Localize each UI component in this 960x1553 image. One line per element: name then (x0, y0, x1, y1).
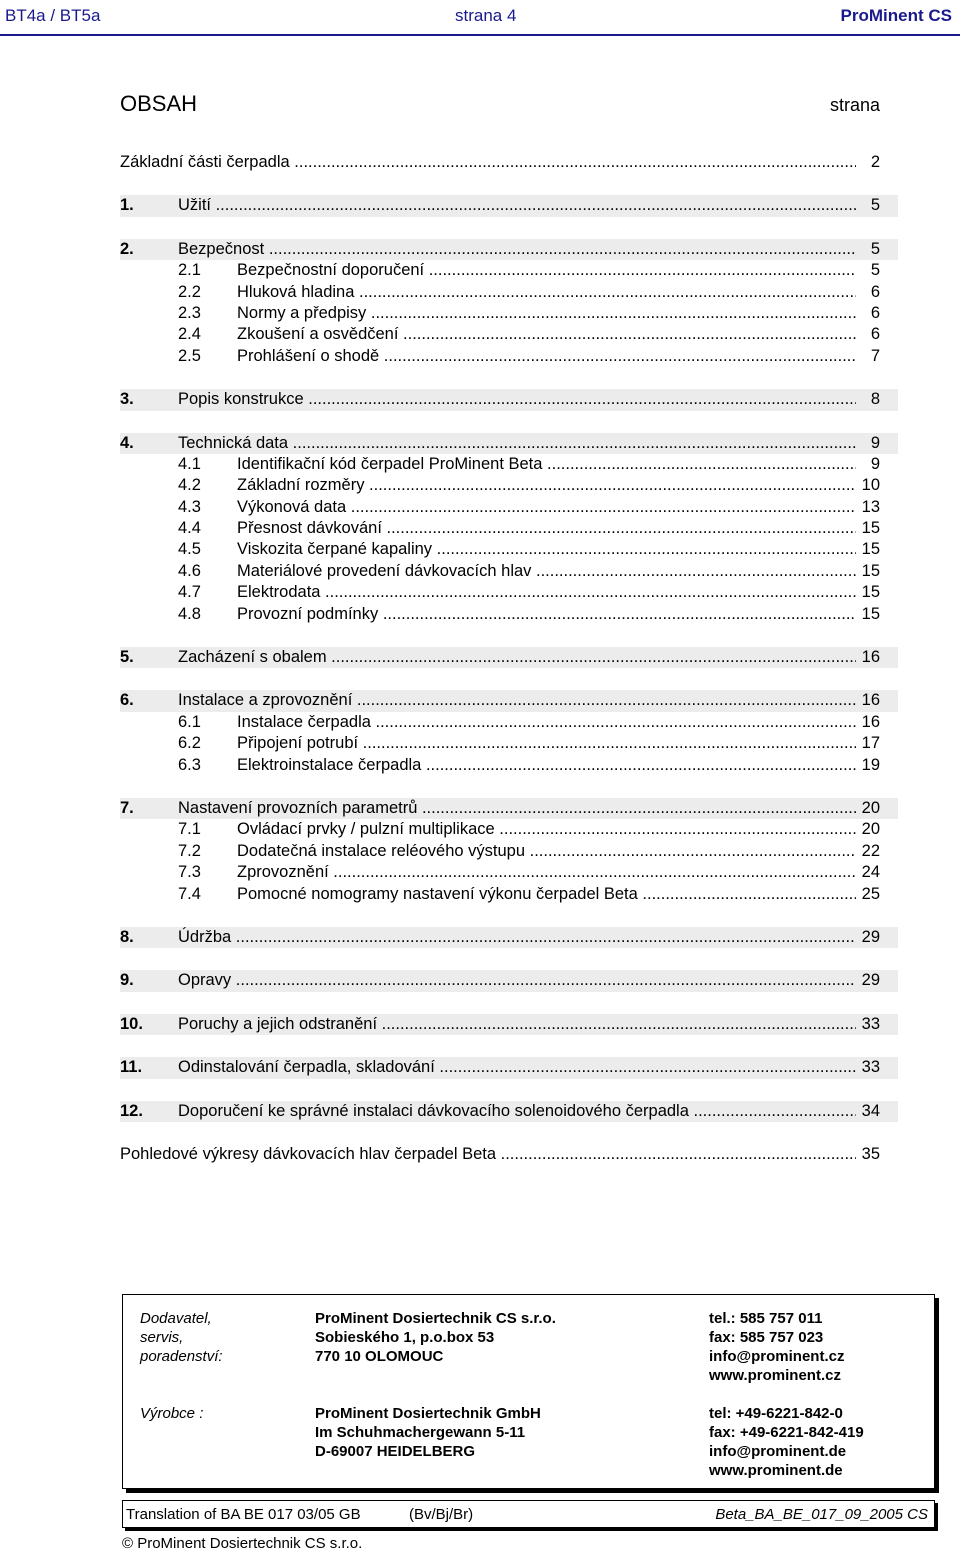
toc-entry[interactable] (120, 884, 898, 905)
manufacturer-website[interactable]: www.prominent.de (709, 1462, 843, 1479)
toc-page-column-label: strana (829, 95, 880, 115)
supplier-label-3: poradenství: (140, 1348, 223, 1365)
toc-entry[interactable] (120, 798, 898, 819)
toc-entry-page: 5 (870, 196, 880, 215)
toc-heading (120, 91, 880, 121)
toc-entry-page: 19 (861, 755, 880, 774)
toc-entry-title: Prohlášení o shodě ..... (237, 346, 856, 367)
header-company: ProMinent CS (840, 6, 952, 25)
toc-entry-number: 3. (120, 390, 134, 409)
toc-title: OBSAH (120, 91, 198, 116)
toc-entry-page: 15 (861, 519, 880, 538)
toc-entry-title: Zacházení s obalem ..... (178, 647, 856, 668)
supplier-website[interactable]: www.prominent.cz (709, 1367, 841, 1384)
toc-entry[interactable] (120, 561, 898, 582)
toc-entry-page: 7 (870, 346, 880, 365)
toc-entry[interactable] (120, 841, 898, 862)
toc-entry[interactable] (120, 433, 898, 454)
supplier-street: Sobieského 1, p.o.box 53 (315, 1329, 495, 1346)
toc-entry-number: 2.3 (178, 303, 201, 322)
toc-entry[interactable] (120, 1057, 898, 1078)
toc-entry[interactable] (120, 927, 898, 948)
toc-entry-title: Viskozita čerpané kapaliny ..... (237, 539, 856, 560)
toc-entry-title: Pomocné nomogramy nastavení výkonu čerpadel Beta ..... (237, 884, 856, 905)
toc-entry-page: 9 (870, 454, 880, 473)
toc-entry-title: Základní rozměry ..... (237, 475, 856, 496)
toc-entry-number: 4. (120, 433, 134, 452)
toc-entry[interactable] (120, 1144, 898, 1165)
supplier-email[interactable]: info@prominent.cz (709, 1348, 845, 1365)
toc-entry-page: 15 (861, 540, 880, 559)
toc-entry-number: 1. (120, 196, 134, 215)
toc-entry[interactable] (120, 260, 898, 281)
toc-entry-number: 7.3 (178, 863, 201, 882)
toc-entry[interactable] (120, 712, 898, 733)
page-footer (122, 1500, 935, 1528)
toc-entry-title: Elektroinstalace čerpadla ..... (237, 755, 856, 776)
toc-entry-number: 4.6 (178, 561, 201, 580)
manufacturer-city: D-69007 HEIDELBERG (315, 1443, 476, 1460)
toc-entry-title: Bezpečnostní doporučení ..... (237, 260, 856, 281)
toc-entry[interactable] (120, 862, 898, 883)
toc-entry-number: 9. (120, 971, 134, 990)
footer-document-id: Beta_BA_BE_017_09_2005 CS (715, 1506, 928, 1523)
contact-box (122, 1294, 935, 1489)
toc-entry-page: 6 (870, 282, 880, 301)
toc-entry-number: 12. (120, 1101, 143, 1120)
toc-entry-page: 16 (861, 691, 880, 710)
toc-entry-page: 15 (861, 604, 880, 623)
manufacturer-fax: fax: +49-6221-842-419 (709, 1424, 864, 1441)
toc-entry-number: 2.5 (178, 346, 201, 365)
toc-entry-page: 15 (861, 583, 880, 602)
toc-entry-title: Identifikační kód čerpadel ProMinent Beta ..... (237, 454, 856, 475)
toc-entry[interactable] (120, 195, 898, 216)
header-doc-code: BT4a / BT5a (5, 6, 101, 25)
toc-entry-number: 5. (120, 648, 134, 667)
toc-entry-title: Hluková hladina ..... (237, 282, 856, 303)
toc-entry[interactable] (120, 604, 898, 625)
toc-entry-title: Opravy ..... (178, 970, 856, 991)
toc-entry-number: 7.1 (178, 820, 201, 839)
toc-entry-number: 2.4 (178, 325, 201, 344)
toc-entry-number: 6.1 (178, 712, 201, 731)
toc-entry-number: 4.8 (178, 604, 201, 623)
footer-translation: Translation of BA BE 017 03/05 GB (126, 1506, 361, 1523)
toc-entry-page: 17 (861, 734, 880, 753)
toc-entry-page: 20 (861, 798, 880, 817)
toc-entry-title: Technická data ..... (178, 433, 856, 454)
toc-entry-page: 10 (861, 476, 880, 495)
toc-entry[interactable] (120, 475, 898, 496)
toc-entry[interactable] (120, 282, 898, 303)
header-divider (0, 34, 960, 36)
toc-entry[interactable] (120, 970, 898, 991)
toc-entry-number: 4.3 (178, 497, 201, 516)
toc-entry-page: 9 (870, 433, 880, 452)
toc-entry[interactable] (120, 152, 898, 173)
toc-entry-title: Instalace čerpadla ..... (237, 712, 856, 733)
toc-entry-page: 16 (861, 712, 880, 731)
supplier-label-2: servis, (140, 1329, 184, 1346)
toc-entry[interactable] (120, 1014, 898, 1035)
toc-entry-page: 5 (870, 261, 880, 280)
manufacturer-company-name: ProMinent Dosiertechnik GmbH (315, 1405, 541, 1422)
toc-entry-title: Přesnost dávkování ..... (237, 518, 856, 539)
toc-entry-page: 33 (861, 1058, 880, 1077)
toc-entry-number: 2.2 (178, 282, 201, 301)
toc-entry-page: 33 (861, 1014, 880, 1033)
toc-entry[interactable] (120, 324, 898, 345)
toc-entry[interactable] (120, 755, 898, 776)
toc-entry-number: 2.1 (178, 261, 201, 280)
toc-entry-page: 2 (870, 153, 880, 171)
toc-entry-number: 7. (120, 798, 134, 817)
toc-entry-number: 4.7 (178, 583, 201, 602)
toc-entry-number: 6.3 (178, 755, 201, 774)
toc-entry-title: Nastavení provozních parametrů ..... (178, 798, 856, 819)
toc-entry[interactable] (120, 582, 898, 603)
toc-entry-page: 29 (861, 971, 880, 990)
toc-entry-number: 4.5 (178, 540, 201, 559)
toc-entry[interactable] (120, 497, 898, 518)
toc-entry-title: Údržba ..... (178, 927, 856, 948)
manufacturer-street: Im Schuhmachergewann 5-11 (315, 1424, 526, 1441)
toc-entry[interactable] (120, 1101, 898, 1122)
toc-entry-number: 4.2 (178, 476, 201, 495)
toc-entry-number: 6.2 (178, 734, 201, 753)
toc-entry[interactable] (120, 690, 898, 711)
toc-entry[interactable] (120, 518, 898, 539)
toc-entry-title: Pohledové výkresy dávkovacích hlav čerpadel Beta ..... (120, 1144, 856, 1165)
header-page-number: strana 4 (455, 6, 517, 25)
toc-entry-title: Užití ..... (178, 195, 856, 216)
toc-entry-title: Normy a předpisy ..... (237, 303, 856, 324)
toc-entry-title: Odinstalování čerpadla, skladování ..... (178, 1057, 856, 1078)
supplier-fax: fax: 585 757 023 (709, 1329, 824, 1346)
toc-entry-number: 4.1 (178, 454, 201, 473)
toc-entry[interactable] (120, 303, 898, 324)
toc-entry-page: 25 (861, 884, 880, 903)
toc-entry[interactable] (120, 539, 898, 560)
toc-entry[interactable] (120, 647, 898, 668)
toc-entry-number: 7.4 (178, 884, 201, 903)
toc-entry-number: 6. (120, 691, 134, 710)
toc-entry[interactable] (120, 346, 898, 367)
toc-entry-page: 20 (861, 820, 880, 839)
toc-entry-number: 7.2 (178, 841, 201, 860)
toc-entry-page: 6 (870, 303, 880, 322)
toc-entry-title: Zkoušení a osvědčení ..... (237, 324, 856, 345)
toc-entry-title: Materiálové provedení dávkovacích hlav ..... (237, 561, 856, 582)
table-of-contents (120, 152, 898, 1165)
toc-entry-page: 5 (870, 239, 880, 258)
toc-entry-title: Výkonová data ..... (237, 497, 856, 518)
manufacturer-label: Výrobce : (140, 1405, 204, 1422)
toc-entry-title: Elektrodata ..... (237, 582, 856, 603)
toc-entry-number: 2. (120, 239, 134, 258)
manufacturer-email[interactable]: info@prominent.de (709, 1443, 847, 1460)
toc-entry-number: 4.4 (178, 519, 201, 538)
toc-entry[interactable] (120, 733, 898, 754)
toc-entry-title: Zprovoznění ..... (237, 862, 856, 883)
toc-entry[interactable] (120, 239, 898, 260)
toc-entry-page: 35 (861, 1144, 880, 1163)
toc-entry-title: Poruchy a jejich odstranění ..... (178, 1014, 856, 1035)
toc-entry-number: 11. (120, 1058, 143, 1077)
manufacturer-phone: tel: +49-6221-842-0 (709, 1405, 843, 1422)
toc-entry-page: 22 (861, 841, 880, 860)
supplier-company-name: ProMinent Dosiertechnik CS s.r.o. (315, 1310, 556, 1327)
toc-entry[interactable] (120, 389, 898, 410)
supplier-label-1: Dodavatel, (140, 1310, 212, 1327)
copyright-notice: © ProMinent Dosiertechnik CS s.r.o. (122, 1535, 363, 1552)
toc-entry-page: 34 (861, 1101, 880, 1120)
toc-entry-title: Připojení potrubí ..... (237, 733, 856, 754)
toc-entry-page: 13 (861, 497, 880, 516)
toc-entry-number: 10. (120, 1014, 143, 1033)
supplier-city: 770 10 OLOMOUC (315, 1348, 444, 1365)
toc-entry-title: Základní části čerpadla ..... (120, 152, 856, 173)
toc-entry-page: 29 (861, 927, 880, 946)
footer-authors: (Bv/Bj/Br) (409, 1506, 474, 1523)
toc-entry-title: Doporučení ke správné instalaci dávkovacího solenoidového čerpadla ..... (178, 1101, 856, 1122)
toc-entry-page: 15 (861, 561, 880, 580)
toc-entry-page: 16 (861, 648, 880, 667)
supplier-phone: tel.: 585 757 011 (709, 1310, 823, 1327)
toc-entry-number: 8. (120, 927, 134, 946)
toc-entry-title: Instalace a zprovoznění ..... (178, 690, 856, 711)
toc-entry-page: 8 (870, 390, 880, 409)
toc-entry-title: Popis konstrukce ..... (178, 389, 856, 410)
toc-entry-title: Provozní podmínky ..... (237, 604, 856, 625)
toc-entry[interactable] (120, 454, 898, 475)
toc-entry-page: 24 (861, 863, 880, 882)
toc-entry-title: Bezpečnost ..... (178, 239, 856, 260)
toc-entry[interactable] (120, 819, 898, 840)
page-header (0, 0, 960, 33)
toc-entry-title: Ovládací prvky / pulzní multiplikace ..... (237, 819, 856, 840)
toc-entry-page: 6 (870, 325, 880, 344)
toc-entry-title: Dodatečná instalace reléového výstupu ..... (237, 841, 856, 862)
